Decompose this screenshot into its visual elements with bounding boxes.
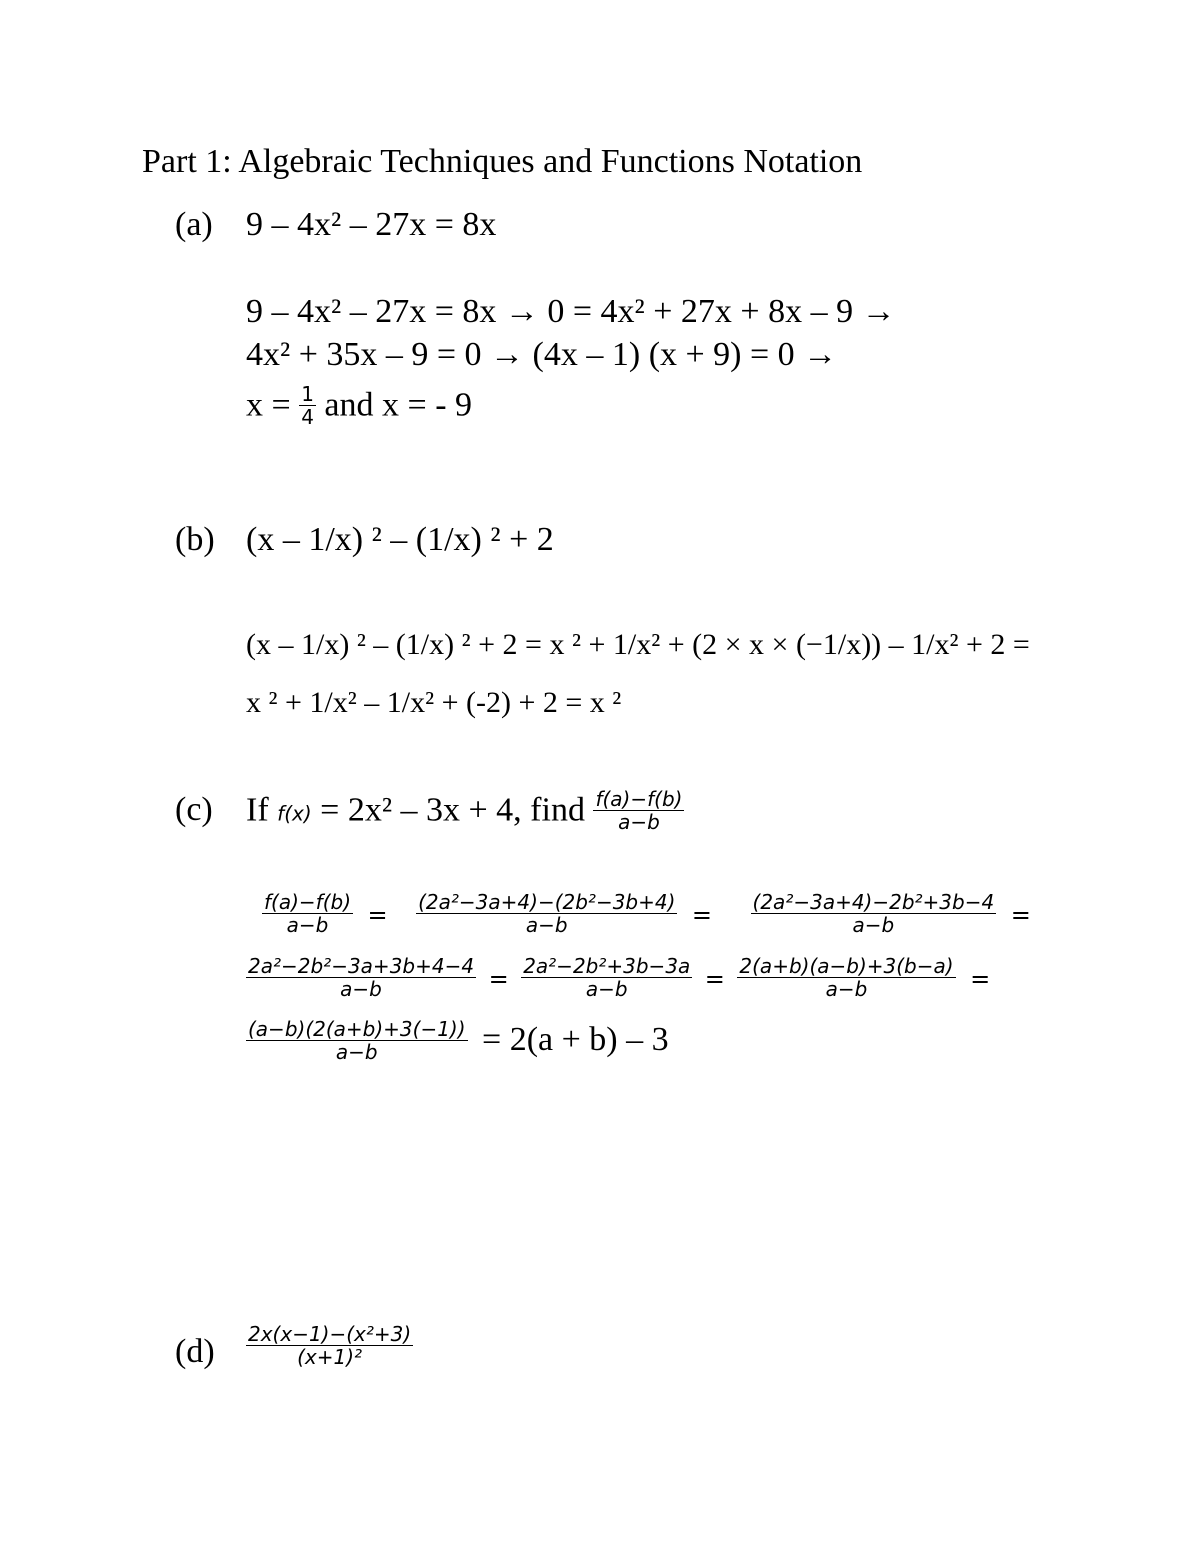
fraction-denominator: a−b [585, 977, 628, 1001]
page-title: Part 1: Algebraic Techniques and Functions Notation [142, 143, 863, 180]
part-b-step-1: (x – 1/x) ² – (1/x) ² + 2 = x ² + 1/x² + (2 × x × (−1/x)) – 1/x² + 2 = [246, 628, 1030, 661]
part-c-function-definition: = 2x² – 3x + 4, find [320, 791, 585, 829]
fraction-numerator: 2a²−2b²−3a+3b+4−4 [248, 954, 475, 978]
fraction-numerator: (2a²−3a+4)−(2b²−3b+4) [418, 890, 676, 914]
part-b-problem: (x – 1/x) ² – (1/x) ² + 2 [246, 521, 554, 558]
fraction-numerator: 1 [301, 382, 314, 406]
part-c-frac-7 [246, 1018, 468, 1063]
part-d-fraction [246, 1323, 413, 1368]
equals-sign: = [970, 965, 991, 994]
fraction-denominator: a−b [286, 913, 329, 937]
part-c-frac-2 [416, 891, 677, 936]
part-b-label: (b) [175, 521, 215, 558]
fraction-denominator: a−b [618, 810, 660, 834]
fraction-denominator: 4 [301, 405, 314, 429]
part-c-result: = 2(a + b) – 3 [482, 1021, 669, 1059]
fraction-denominator: a−b [825, 977, 868, 1001]
part-c-target-fraction [593, 788, 684, 833]
part-a-answer: and x = - 9 [324, 386, 473, 424]
fraction-denominator: (x+1)² [297, 1345, 363, 1369]
part-c-if: If [246, 791, 269, 829]
part-c-problem [246, 787, 684, 835]
equals-sign: = [1010, 901, 1031, 930]
part-c-frac-3 [751, 891, 997, 936]
equals-sign: = [488, 965, 509, 994]
part-b-step-2: x ² + 1/x² – 1/x² + (-2) + 2 = x ² [246, 686, 622, 719]
part-c-function-f-of-x: f(x) [277, 801, 312, 826]
part-c-row-3 [246, 1017, 669, 1065]
fraction-denominator: a−b [335, 1040, 378, 1064]
part-a-step-2: 4x² + 35x – 9 = 0 → (4x – 1) (x + 9) = 0 → [246, 336, 838, 373]
part-a-step-3 [246, 382, 473, 430]
fraction-numerator: 2a²−2b²+3b−3a [523, 954, 691, 978]
part-c-label: (c) [175, 791, 213, 828]
part-c-row-1 [262, 890, 1031, 938]
fraction-numerator: (2a²−3a+4)−2b²+3b−4 [752, 890, 995, 914]
part-d-problem [246, 1322, 413, 1370]
fraction-denominator: a−b [852, 913, 895, 937]
fraction-numerator: f(a)−f(b) [264, 890, 352, 914]
part-a-x-equals: x = [246, 386, 291, 424]
part-a-label: (a) [175, 206, 213, 243]
fraction-numerator: 2x(x−1)−(x²+3) [248, 1322, 412, 1346]
fraction-denominator: a−b [340, 977, 382, 1001]
fraction-denominator: a−b [525, 913, 568, 937]
fraction-one-fourth [299, 383, 316, 428]
fraction-numerator: (a−b)(2(a+b)+3(−1)) [248, 1017, 466, 1041]
equals-sign: = [704, 965, 725, 994]
part-c-frac-1 [262, 891, 353, 936]
part-a-problem: 9 – 4x² – 27x = 8x [246, 206, 497, 243]
part-d-label: (d) [175, 1333, 215, 1370]
equals-sign: = [367, 901, 388, 930]
equals-sign: = [691, 901, 713, 930]
part-c-frac-6 [737, 955, 955, 1000]
part-c-row-2 [246, 954, 991, 1002]
part-c-frac-4 [246, 955, 476, 1000]
fraction-numerator: f(a)−f(b) [595, 787, 683, 811]
fraction-numerator: 2(a+b)(a−b)+3(b−a) [739, 954, 954, 978]
part-c-frac-5 [521, 955, 692, 1000]
part-a-step-1: 9 – 4x² – 27x = 8x → 0 = 4x² + 27x + 8x – 9 → [246, 293, 896, 330]
